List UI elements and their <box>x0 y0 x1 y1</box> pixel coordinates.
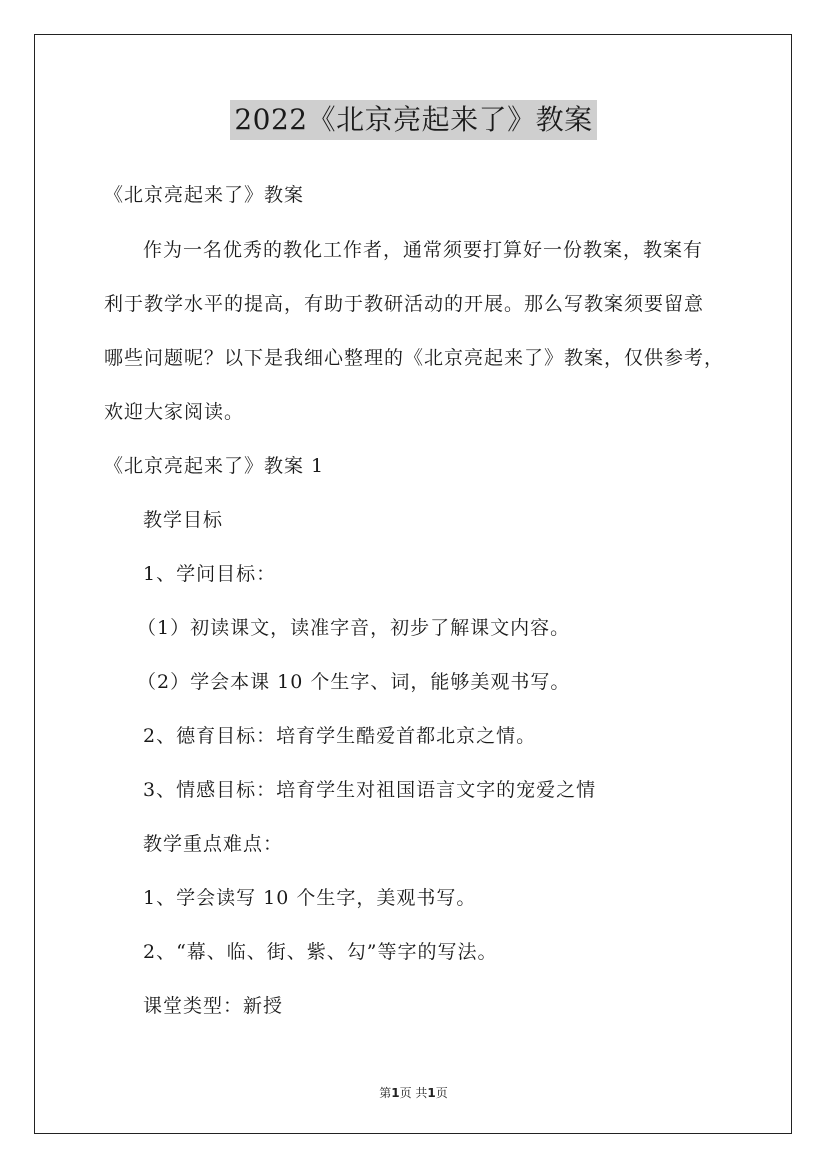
section-heading: 《北京亮起来了》教案 1 <box>104 455 325 477</box>
body-line-7: 教学重点难点： <box>143 833 284 855</box>
title-wrap <box>0 100 827 140</box>
document-subtitle: 《北京亮起来了》教案 <box>104 184 305 206</box>
body-line-4: （2）学会本课 10 个生字、词，能够美观书写。 <box>137 671 571 693</box>
body-line-6: 3、情感目标：培育学生对祖国语言文字的宠爱之情 <box>143 779 597 801</box>
intro-line-1: 作为一名优秀的教化工作者，通常须要打算好一份教案，教案有 <box>143 239 704 261</box>
footer-mid: 页 共 <box>399 1086 428 1100</box>
intro-line-3: 哪些问题呢？以下是我细心整理的《北京亮起来了》教案，仅供参考， <box>104 347 725 369</box>
body-line-5: 2、德育目标：培育学生酷爱首都北京之情。 <box>143 725 537 747</box>
footer-suffix: 页 <box>435 1086 448 1100</box>
body-line-10: 课堂类型：新授 <box>143 995 284 1017</box>
body-line-3: （1）初读课文，读准字音，初步了解课文内容。 <box>137 617 571 639</box>
document-title: 2022《北京亮起来了》教案 <box>230 100 596 140</box>
intro-line-2: 利于教学水平的提高，有助于教研活动的开展。那么写教案须要留意 <box>104 293 705 315</box>
body-line-1: 教学目标 <box>143 509 224 531</box>
intro-line-4: 欢迎大家阅读。 <box>104 401 245 423</box>
page-footer <box>0 1084 827 1101</box>
footer-current-page: 1 <box>391 1086 400 1100</box>
body-line-2: 1、学问目标： <box>143 563 277 585</box>
body-line-8: 1、学会读写 10 个生字，美观书写。 <box>143 887 477 909</box>
body-line-9: 2、“幕、临、街、紫、勾”等字的写法。 <box>143 941 498 963</box>
footer-total-pages: 1 <box>427 1086 436 1100</box>
footer-prefix: 第 <box>379 1086 392 1100</box>
